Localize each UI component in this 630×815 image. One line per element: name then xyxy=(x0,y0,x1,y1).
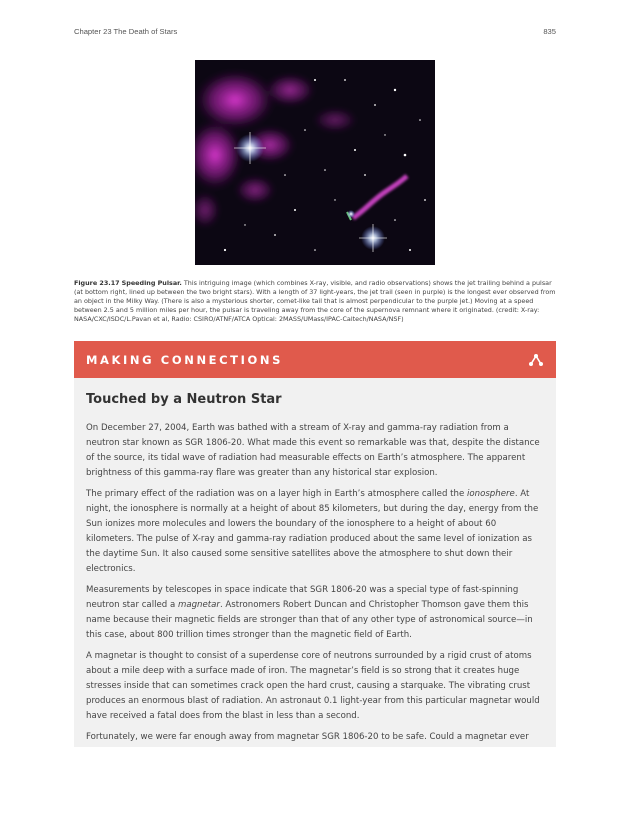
chapter-title: Chapter 23 The Death of Stars xyxy=(74,27,178,36)
page-number: 835 xyxy=(543,27,556,36)
figure-caption-text: This intriguing image (which combines X-ray, visible, and radio observations) shows the jet trailing behind a pulsar (at bottom right, lined up between the two bright stars). With a length of 37 light-years, the jet trail (seen in purple) is the longest ever observed from an object in the Milky Way. (There is also a mysterious shorter, comet-like tail that is almost perpendicular to the purple jet.) Moving at a speed between 2.5 and 5 million miles per hour, the pulsar is traveling away from the core of the supernova remnant where it originated. (credit: X-ray: NASA/CXC/ISDC/L.Pavan et al, Radio: CSIRO/ATNF/ATCA Optical: 2MASS/UMass/IPAC-Caltech/NASA/NSF) xyxy=(74,279,556,323)
making-connections-box xyxy=(74,341,556,747)
feature-paragraph xyxy=(86,487,544,577)
feature-body xyxy=(74,407,556,745)
feature-label: MAKING CONNECTIONS xyxy=(86,352,283,367)
text-run: . Astronomers Robert Duncan and Christopher Thomson gave them this name because their magnetic fields are stronger than that of any other type of astronomical source—in this case, about 800 trillion times stronger than the magnetic field of Earth. xyxy=(86,600,533,640)
running-head xyxy=(74,27,556,36)
figure-caption xyxy=(74,279,556,324)
figure-number: Figure 23.17 xyxy=(74,279,120,287)
connections-icon xyxy=(528,352,544,368)
feature-paragraph xyxy=(86,583,544,643)
text-run: . At night, the ionosphere is normally at a height of about 85 kilometers, but during the day, energy from the Sun ionizes more molecules and lowers the boundary of the ionosphere to a height of about 60 kilometers. The pulse of X-ray and gamma-ray radiation produced about the same level of ionization as the daytime Sun. It also caused some sensitive satellites above the atmosphere to shut down their electronics. xyxy=(86,489,539,574)
feature-paragraph: A magnetar is thought to consist of a superdense core of neutrons surrounded by a rigid crust of atoms about a mile deep with a surface made of iron. The magnetar’s field is so strong that it creates huge stresses inside that can sometimes crack open the hard crust, causing a starquake. The vibrating crust produces an enormous blast of radiation. An astronaut 0.1 light-year from this particular magnetar would have received a fatal does from the blast in less than a second. xyxy=(86,651,540,721)
feature-paragraph: On December 27, 2004, Earth was bathed with a stream of X-ray and gamma-ray radiation from a neutron star known as SGR 1806-20. What made this event so remarkable was that, despite the distance of the source, its tidal wave of radiation had measurable effects on Earth’s atmosphere. The apparent brightness of this gamma-ray flare was greater than any historical star explosion. xyxy=(86,423,540,478)
feature-paragraph: Fortunately, we were far enough away from magnetar SGR 1806-20 to be safe. Could a magnetar ever xyxy=(86,732,529,742)
feature-header xyxy=(74,341,556,378)
text-run: The primary effect of the radiation was on a layer high in Earth’s atmosphere called the xyxy=(86,489,467,499)
term-ionosphere: ionosphere xyxy=(466,489,515,499)
term-magnetar: magnetar xyxy=(177,600,220,610)
pulsar-photo xyxy=(195,60,435,265)
figure-title: Speeding Pulsar. xyxy=(121,279,182,287)
feature-title: Touched by a Neutron Star xyxy=(86,392,282,407)
text-run: Measurements by telescopes in space indicate that SGR 1806-20 was a special type of fast-spinning neutron star called a xyxy=(86,585,519,610)
